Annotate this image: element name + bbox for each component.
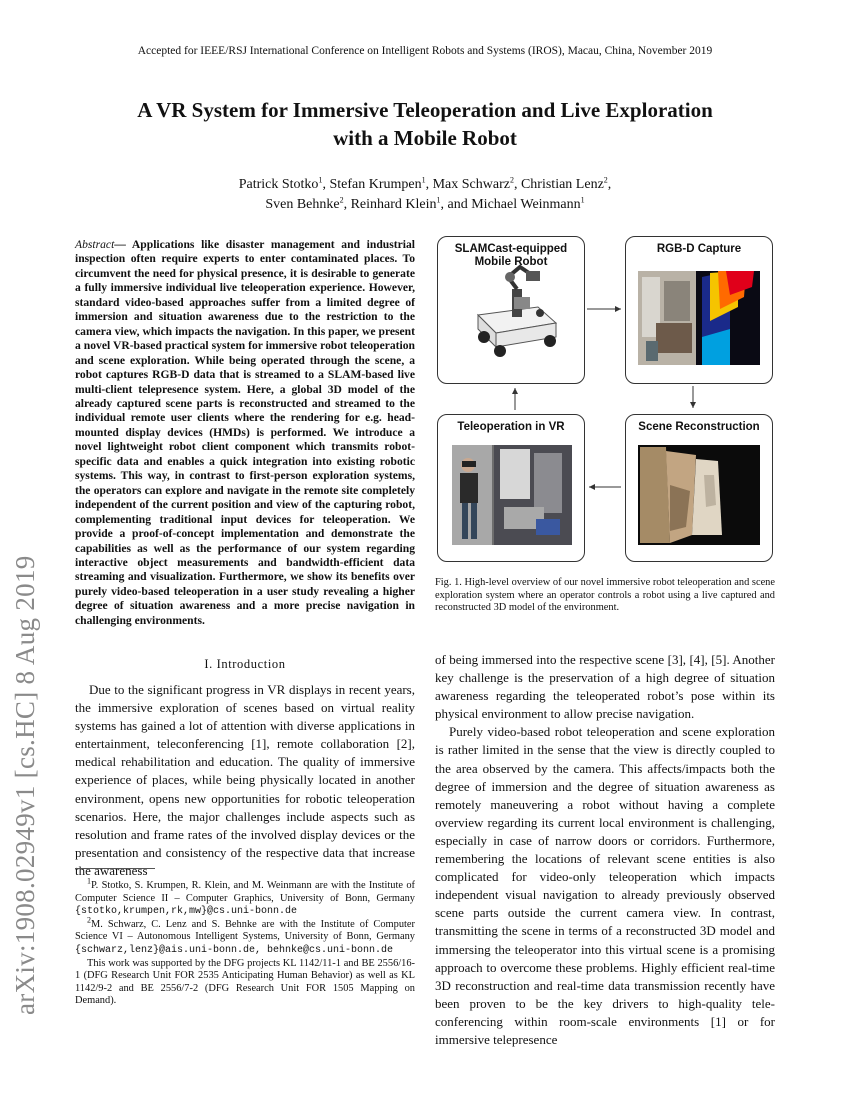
footnote-1 — [75, 876, 415, 919]
right-paragraph-2: Purely video-based robot teleoperation and scene exploration is rather limited in the sense that the view is directly coupled to the area observed by the camera. This affects/impacts both the degree of immersion and the degree of situation awareness as remotely maneuvering a robot without having a complete overview regarding its current local environment is challenging, especially in case of narrow doors or corridors. Furthermore, remembering the locations of relevant scene entities is also complicated for video-only teleoperation which impacts independent visual navigation to already previously observed scene parts outside the current camera view. In contrast, transmitting the scene in terms of a reconstructed 3D model and immersing the teleoperator into this virtual scene is a promising approach to overcome these problems. Highly efficient real-time 3D reconstruction and real-time data transmission recently have been proven to be the key drivers to high-quality tele-conferencing within room-scale environments [1] or for immersive telepresence — [435, 724, 775, 1047]
abstract — [75, 238, 415, 628]
affiliation-mark: 2 — [509, 175, 514, 185]
title-line-2: with a Mobile Robot — [333, 126, 517, 150]
arxiv-stamp: arXiv:1908.02949v1 [cs.HC] 8 Aug 2019 — [10, 555, 40, 1015]
footnote-rule — [75, 868, 155, 869]
section-heading: I. Introduction — [204, 657, 286, 671]
separator: , and — [440, 197, 472, 212]
author-name: Reinhard Klein — [350, 197, 437, 212]
author-name: Christian Lenz — [520, 177, 604, 192]
paper-title — [60, 96, 790, 152]
separator: , — [513, 177, 521, 192]
right-column-text — [435, 651, 775, 1049]
footnote-mark: 2 — [87, 915, 91, 925]
footnote-mark: 1 — [87, 876, 91, 886]
abstract-label: Abstract — [75, 238, 115, 251]
affiliation-mark: 1 — [436, 195, 441, 205]
title-line-1: A VR System for Immersive Teleoperation and Live Exploration — [137, 98, 713, 122]
footnote-email: {schwarz,lenz}@ais.uni-bonn.de, behnke@cs.uni-bonn.de — [75, 944, 394, 956]
author-name: Patrick Stotko — [238, 177, 319, 192]
affiliation-mark: 1 — [421, 175, 426, 185]
box-label: SLAMCast-equipped Mobile Robot — [454, 243, 568, 268]
author-line-2 — [120, 195, 730, 215]
abstract-text: — Applications like disaster management and industrial inspection often require experts to enter contaminated places. To circumvent the need for physical presence, it is desirable to generate a fully immersive individual live teleoperation experience. However, standard video-based approaches suffer from a limited degree of immersion and situation awareness due to the restriction to the camera view, which impacts the navigation. In this paper, we present a novel VR-based practical system for immersive robot teleoperation and scene exploration. While being operated through the scene, a robot captures RGB-D data that is streamed to a SLAM-based live multi-client telepresence system. Here, a global 3D model of the already captured scene parts is reconstructed and streamed to the individual remote user clients where the rendering for e.g. head-mounted display devices (HMDs) is performed. We introduce a novel lightweight robot client component which transmits robot-specific data and enables a quick integration into existing robotic systems. This way, in contrast to first-person exploration systems, the operators can explore and navigate in the remote site completely independent of the current position and view of the capturing robot, complementing traditional input devices for teleoperation. We provide a proof-of-concept implementation and demonstrate the capabilities as well as the performance of our system regarding interactive object measurements and bandwidth-efficient data streaming and visualization. Furthermore, we show its benefits over purely video-based teleoperation in a user study revealing a higher degree of situation awareness and a more precise navigation in challenging environments. — [75, 238, 415, 627]
footnote-text: P. Stotko, S. Krumpen, R. Klein, and M. Weinmann are with the Institute of Computer Science II – Computer Graphics, University of Bonn, Germany — [75, 880, 415, 904]
author-name: Sven Behnke — [265, 197, 340, 212]
separator: , — [322, 177, 330, 192]
box-label: Scene Reconstruction — [638, 421, 760, 433]
footnotes — [75, 876, 415, 1008]
author-line-1: Patrick Stotko$^1$, Stefan Krumpen$^1$, Max Schwarz$^2$, Christian Lenz$^2$, — [238, 175, 612, 192]
author-name: Max Schwarz — [432, 177, 510, 192]
footnote-2 — [75, 915, 415, 958]
conference-header: Accepted for IEEE/RSJ International Conference on Intelligent Robots and Systems (IROS), Macau, China, November 2019 — [137, 45, 713, 57]
footnote-text: M. Schwarz, C. Lenz and S. Behnke are with the Institute of Computer Science VI – Autonomous Intelligent Systems, University of Bonn, Germany — [75, 918, 415, 943]
right-paragraph-1: of being immersed into the respective scene [3], [4], [5]. Another key challenge is the preservation of a high degree of situation awareness regarding the teleoperated robot’s pose within its physical environment to allow precise navigation. — [435, 652, 775, 722]
separator: , — [343, 197, 351, 212]
figure-arrows — [437, 236, 773, 572]
author-list — [120, 175, 730, 215]
affiliation-mark: 1 — [580, 195, 585, 205]
affiliation-mark: 1 — [318, 175, 323, 185]
box-label: RGB-D Capture — [656, 243, 742, 255]
footnote-email: {stotko,krumpen,rk,mw}@cs.uni-bonn.de — [75, 906, 298, 918]
separator: , — [425, 177, 433, 192]
author-name: Stefan Krumpen — [329, 177, 422, 192]
affiliation-mark: 2 — [339, 195, 344, 205]
affiliation-mark: 2 — [603, 175, 608, 185]
figure-1 — [437, 236, 773, 572]
author-name: Michael Weinmann — [471, 197, 581, 212]
funding-note: This work was supported by the DFG projects KL 1142/11-1 and BE 2556/16-1 (DFG Research Unit FOR 2535 Anticipating Human Behavior) as well as KL 1142/9-2 and BE 2556/7-2 (DFG Research Unit FOR 1505 Mapping on Demand). — [75, 957, 415, 1007]
intro-paragraph: Due to the significant progress in VR displays in recent years, the immersive exploration of scenes based on virtual reality systems has gained a lot of attention with diverse applications in entertainment, teleconferencing [1], remote collaboration [2], medical rehabilitation and education. The quality of immersive experience of places, while being physically located in another environment, opens new opportunities for robotic teleoperation scenarios. Here, the major challenges include aspects such as resolution and frame rates of the involved display devices or the presentation and consistency of the respective data that increase the awareness — [75, 682, 415, 878]
figure-caption: Fig. 1. High-level overview of our novel immersive robot teleoperation and scene exploration system where an operator controls a robot using a live captured and reconstructed 3D model of the environment. — [435, 577, 775, 614]
box-label: Teleoperation in VR — [457, 421, 565, 433]
